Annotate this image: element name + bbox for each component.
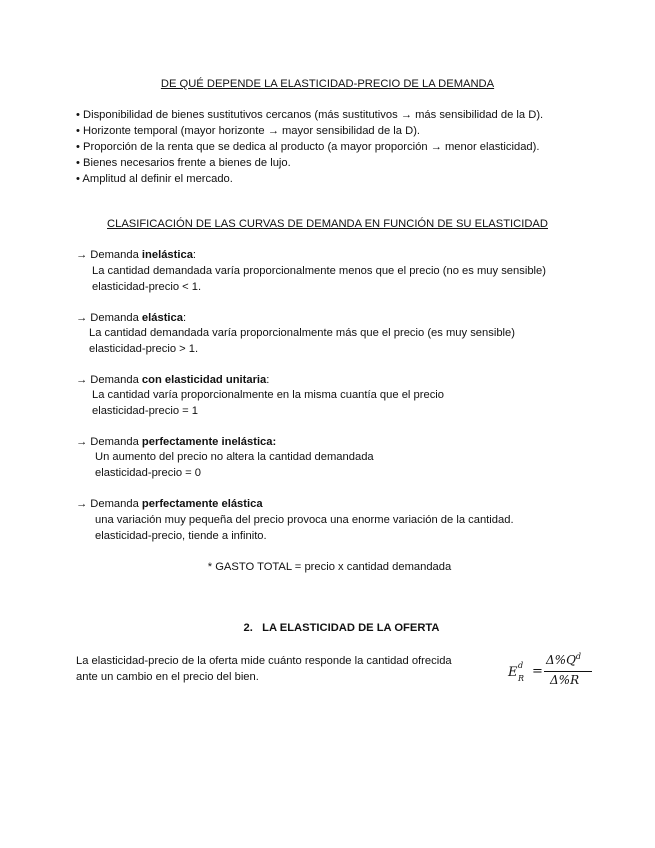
classification-item-unitary: [76, 374, 269, 386]
item-line: elasticidad-precio = 0: [95, 467, 202, 479]
paragraph-line: ante un cambio en el precio del bien.: [76, 671, 259, 683]
item-bold-term: con elasticidad unitaria: [141, 374, 267, 386]
formula-denominator: Δ%R: [550, 673, 580, 687]
item-bold-term: perfectamente elástica: [141, 498, 263, 510]
bullet-income-share: • Proporción de la renta que se dedica al producto (a mayor proporción → menor elasticidad).: [76, 141, 540, 153]
item-suffix: :: [192, 249, 197, 261]
classification-item-perfectly-inelastic: [76, 436, 276, 448]
item-line: La cantidad demandada varía proporcionalmente más que el precio (es muy sensible): [89, 327, 515, 339]
item-line: una variación muy pequeña del precio provoca una enorme variación de la cantidad.: [95, 514, 514, 526]
item-line: elasticidad-precio < 1.: [92, 281, 202, 293]
formula-fraction-bar: [544, 671, 592, 672]
formula-lhs: [508, 661, 525, 683]
item-line: elasticidad-precio = 1: [92, 405, 199, 417]
supply-elasticity-formula: [508, 652, 598, 692]
classification-item-perfectly-elastic: [76, 498, 263, 510]
bullet-time-horizon: • Horizonte temporal (mayor horizonte → mayor sensibilidad de la D).: [76, 125, 421, 137]
formula-lhs-subscript: R: [518, 674, 525, 683]
section-heading-determinants: DE QUÉ DEPENDE LA ELASTICIDAD-PRECIO DE LA DEMANDA: [160, 78, 495, 90]
item-suffix: :: [266, 374, 270, 386]
formula-numerator-superscript: d: [575, 652, 582, 661]
section-heading-classification: CLASIFICACIÓN DE LAS CURVAS DE DEMANDA EN FUNCIÓN DE SU ELASTICIDAD: [107, 218, 548, 230]
formula-numerator-text: Δ%Q: [546, 653, 576, 667]
item-bold-term: perfectamente inelástica:: [141, 436, 277, 448]
item-bold-term: elástica: [141, 312, 183, 324]
item-line: La cantidad demandada varía proporcionalmente menos que el precio (no es muy sensible): [92, 265, 546, 277]
item-line: La cantidad varía proporcionalmente en la misma cuantía que el precio: [92, 389, 444, 401]
item-prefix: → Demanda: [76, 498, 142, 510]
bullet-necessities-luxury: • Bienes necesarios frente a bienes de lujo.: [76, 157, 291, 169]
item-line: Un aumento del precio no altera la cantidad demandada: [95, 451, 374, 463]
section-heading-supply-elasticity: 2. LA ELASTICIDAD DE LA OFERTA: [243, 622, 440, 634]
item-bold-term: inelástica: [141, 249, 193, 261]
paragraph-line: La elasticidad-precio de la oferta mide cuánto responde la cantidad ofrecida: [76, 655, 452, 667]
bullet-market-definition: • Amplitud al definir el mercado.: [76, 173, 233, 185]
total-spending-note: * GASTO TOTAL = precio x cantidad demandada: [207, 561, 452, 573]
formula-lhs-symbol: E: [508, 665, 518, 680]
item-prefix: → Demanda: [76, 249, 142, 261]
formula-equals: =: [532, 664, 543, 679]
classification-item-elastic: [76, 312, 186, 324]
item-prefix: → Demanda: [76, 374, 142, 386]
item-prefix: → Demanda: [76, 436, 142, 448]
formula-numerator: [546, 652, 581, 667]
item-line: elasticidad-precio > 1.: [89, 343, 199, 355]
item-line: elasticidad-precio, tiende a infinito.: [95, 530, 267, 542]
classification-item-inelastic: [76, 249, 196, 261]
bullet-substitutes: • Disponibilidad de bienes sustitutivos cercanos (más sustitutivos → más sensibilidad de la D).: [76, 109, 544, 121]
item-prefix: → Demanda: [76, 312, 142, 324]
formula-lhs-superscript: d: [518, 661, 524, 670]
item-suffix: :: [182, 312, 187, 324]
